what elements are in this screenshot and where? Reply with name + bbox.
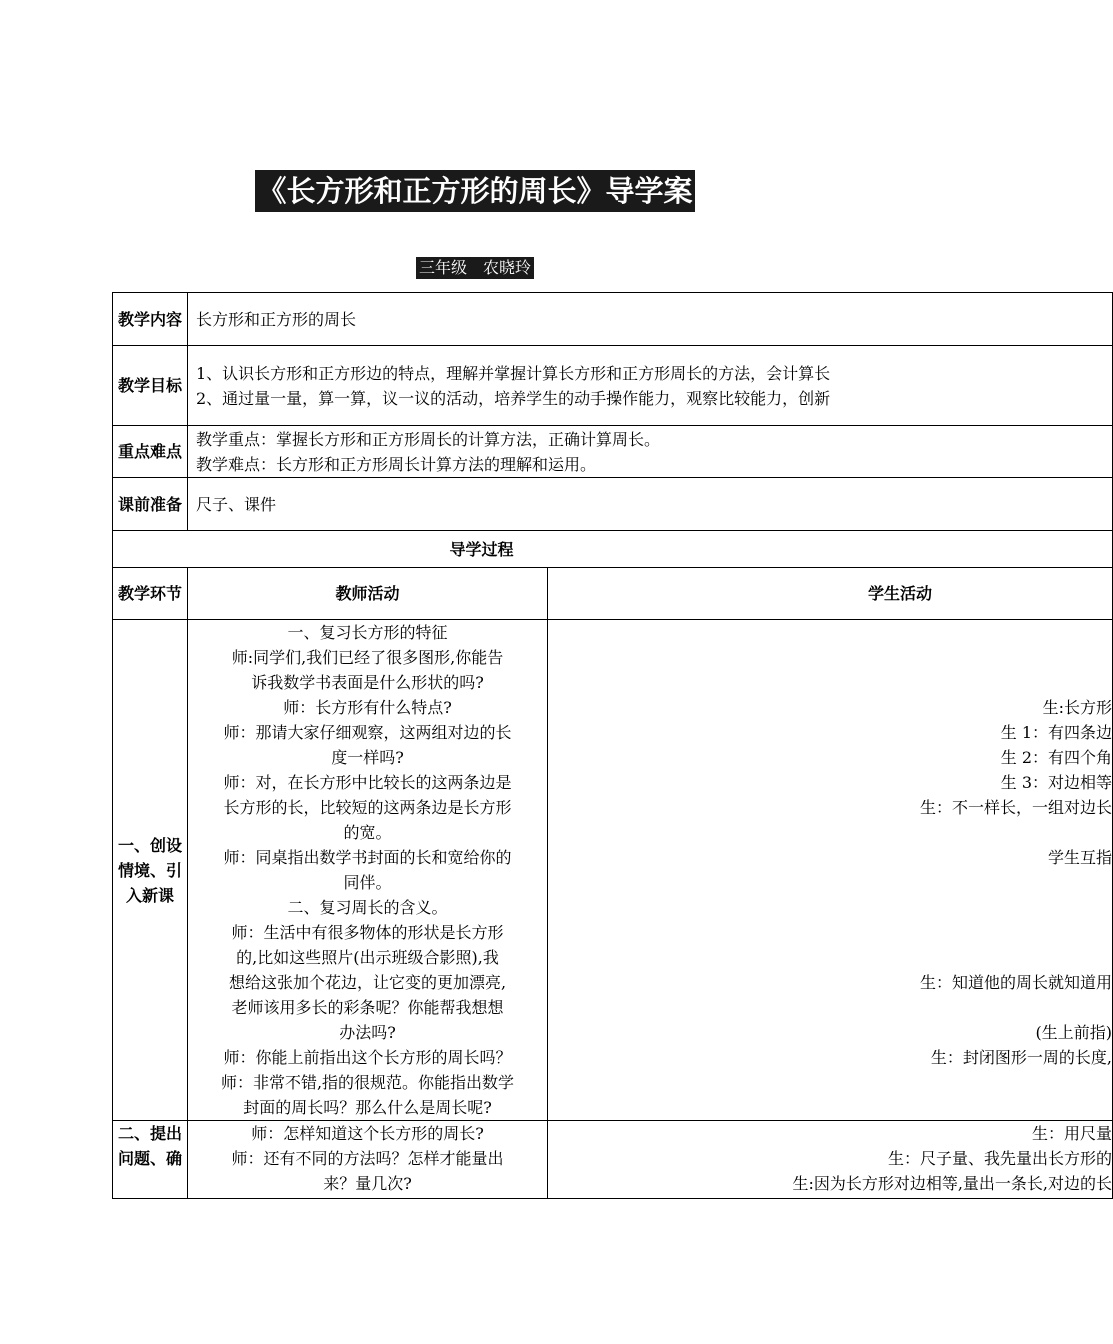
lesson-table xyxy=(112,292,1113,1197)
row-prep xyxy=(113,478,1113,531)
teacher-line: 师：同桌指出数学书封面的长和宽给你的 xyxy=(223,848,512,867)
stage-1-teacher xyxy=(188,620,548,1121)
label-content: 教学内容 xyxy=(113,293,188,346)
label-key: 重点难点 xyxy=(113,426,188,478)
row-goal xyxy=(113,346,1113,426)
teacher-line: 师：你能上前指出这个长方形的周长吗？ xyxy=(223,1048,512,1067)
student-line: 生：尺子量、我先量出长方形的 xyxy=(888,1149,1113,1168)
row-process-heading xyxy=(113,531,1113,568)
document-title: 《长方形和正方形的周长》导学案 xyxy=(255,170,694,212)
student-line xyxy=(548,645,1112,670)
teacher-line: 诉我数学书表面是什么形状的吗? xyxy=(251,673,484,692)
student-line: 生：不一样长，一组对边长 xyxy=(920,798,1113,817)
teacher-line: 师：对，在长方形中比较长的这两条边是 xyxy=(223,773,512,792)
student-line xyxy=(548,895,1112,920)
student-line xyxy=(548,870,1112,895)
process-heading: 导学过程 xyxy=(113,531,1113,568)
label-goal: 教学目标 xyxy=(113,346,188,426)
student-line: 生 1：有四条边 xyxy=(1000,723,1113,742)
student-line: 生:长方形 xyxy=(1042,698,1113,717)
stage-row-1 xyxy=(113,620,1113,1121)
teacher-line: 来？量几次? xyxy=(323,1174,412,1193)
teacher-line: 度一样吗? xyxy=(331,748,404,767)
student-line: 生 2：有四个角 xyxy=(1000,748,1113,767)
teacher-line: 二、复习周长的含义。 xyxy=(287,898,448,917)
stage-1-student xyxy=(548,620,1113,1121)
student-line xyxy=(548,995,1112,1020)
goal-line-1: 1、认识长方形和正方形边的特点，理解并掌握计算长方形和正方形周长的方法，会计算长 xyxy=(196,363,831,383)
teacher-line: 师:同学们,我们已经了很多图形,你能告 xyxy=(231,648,504,667)
teacher-line: 师：那请大家仔细观察，这两组对边的长 xyxy=(223,723,512,742)
stage-1-label: 一、创设情境、引入新课 xyxy=(113,620,188,1121)
student-line xyxy=(548,620,1112,645)
student-line xyxy=(548,920,1112,945)
teacher-line: 同伴。 xyxy=(343,873,392,892)
student-line xyxy=(548,670,1112,695)
teacher-line: 封面的周长吗？那么什么是周长呢? xyxy=(243,1098,492,1117)
teacher-line: 的宽。 xyxy=(343,823,392,842)
teacher-line: 老师该用多长的彩条呢？你能帮我想想 xyxy=(231,998,504,1017)
row-content xyxy=(113,293,1113,346)
key-line-2: 教学难点：长方形和正方形周长计算方法的理解和运用。 xyxy=(196,454,597,474)
value-key xyxy=(188,426,1113,478)
student-line: 生：知道他的周长就知道用 xyxy=(920,973,1113,992)
col-stage-header: 教学环节 xyxy=(113,568,188,620)
student-line: 生 3：对边相等 xyxy=(1000,773,1113,792)
goal-line-2: 2、通过量一量，算一算，议一议的活动，培养学生的动手操作能力，观察比较能力，创新 xyxy=(196,388,831,408)
teacher-line: 的,比如这些照片(出示班级合影照),我 xyxy=(236,948,499,967)
label-prep: 课前准备 xyxy=(113,478,188,531)
student-line: 生：封闭图形一周的长度, xyxy=(930,1048,1113,1067)
teacher-line: 师：生活中有很多物体的形状是长方形 xyxy=(231,923,504,942)
col-student-header: 学生活动 xyxy=(548,568,1113,620)
row-column-headers xyxy=(113,568,1113,620)
teacher-line: 长方形的长，比较短的这两条边是长方形 xyxy=(223,798,512,817)
stage-2-teacher xyxy=(188,1121,548,1199)
value-goal xyxy=(188,346,1113,426)
stage-2-student xyxy=(548,1121,1113,1199)
teacher-line: 师：非常不错,指的很规范。你能指出数学 xyxy=(220,1073,515,1092)
teacher-line: 办法吗? xyxy=(339,1023,396,1042)
key-line-1: 教学重点：掌握长方形和正方形周长的计算方法，正确计算周长。 xyxy=(196,429,661,449)
value-content: 长方形和正方形的周长 xyxy=(188,293,1113,346)
student-line: 生:因为长方形对边相等,量出一条长,对边的长 xyxy=(792,1174,1113,1193)
student-line xyxy=(548,945,1112,970)
row-key xyxy=(113,426,1113,478)
student-line: 生：用尺量 xyxy=(1032,1124,1113,1143)
value-prep: 尺子、课件 xyxy=(188,478,1113,531)
student-line: (生上前指) xyxy=(1035,1023,1113,1042)
teacher-line: 一、复习长方形的特征 xyxy=(287,623,448,642)
student-line: 学生互指 xyxy=(1048,848,1113,867)
teacher-line: 师：长方形有什么特点? xyxy=(283,698,452,717)
col-teacher-header: 教师活动 xyxy=(188,568,548,620)
author-line: 三年级 农晓玲 xyxy=(416,257,534,279)
stage-2-label: 二、提出问题、确 xyxy=(113,1121,188,1199)
teacher-line: 师：怎样知道这个长方形的周长? xyxy=(251,1124,484,1143)
student-line xyxy=(548,820,1112,845)
teacher-line: 想给这张加个花边，让它变的更加漂亮, xyxy=(228,973,507,992)
stage-row-2 xyxy=(113,1121,1113,1199)
teacher-line: 师：还有不同的方法吗？怎样才能量出 xyxy=(231,1149,504,1168)
